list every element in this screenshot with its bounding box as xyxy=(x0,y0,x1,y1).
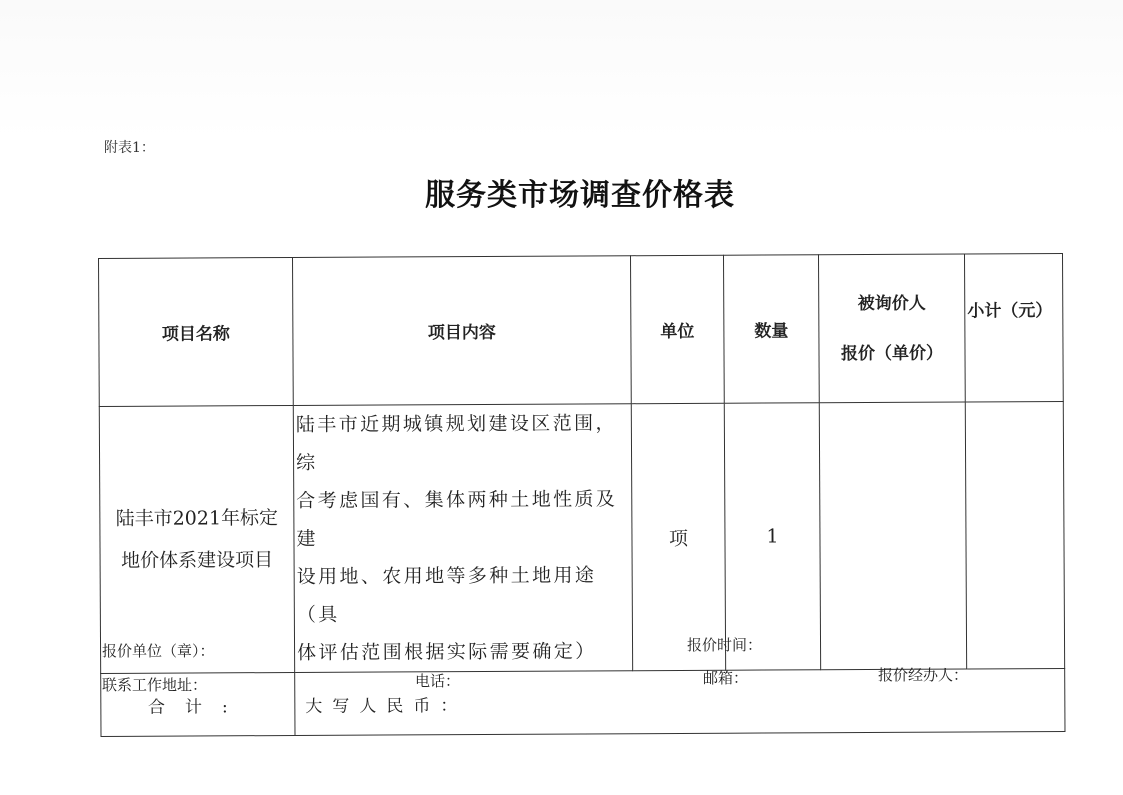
footer-email: 邮箱： xyxy=(703,669,749,687)
header-quote-line2: 报价（单价） xyxy=(840,343,944,364)
table-row xyxy=(99,401,1064,673)
header-unit: 单位 xyxy=(630,255,724,403)
header-quote-line1: 被询价人 xyxy=(857,293,926,314)
cell-subtotal[interactable] xyxy=(965,401,1064,669)
footer-handler: 报价经办人： xyxy=(878,666,969,684)
header-project-content: 项目内容 xyxy=(292,256,631,406)
scan-shade xyxy=(0,0,1123,140)
header-quote-price xyxy=(818,254,965,403)
header-quantity: 数量 xyxy=(723,255,819,403)
total-label: 合计: xyxy=(101,672,295,736)
content-line-4: 体评估范围根据实际需要确定） xyxy=(297,640,597,664)
cell-quantity: 1 xyxy=(724,403,820,670)
cell-unit: 项 xyxy=(631,403,725,670)
total-rmb-amount[interactable]: 大写人民币： xyxy=(295,668,1065,735)
footer-quote-time: 报价时间： xyxy=(687,636,763,654)
page-title: 服务类市场调查价格表 xyxy=(425,178,735,213)
cell-project-name xyxy=(99,405,294,673)
footer-address: 联系工作地址： xyxy=(102,676,208,694)
cell-project-content xyxy=(293,404,632,673)
content-line-2: 合考虑国有、集体两种土地性质及建 xyxy=(296,488,618,550)
project-name-line2: 地价体系建设项目 xyxy=(121,549,274,572)
project-name-line1: 陆丰市2021年标定 xyxy=(115,507,279,530)
footer-phone: 电话： xyxy=(415,672,461,690)
annex-label: 附表1： xyxy=(104,140,155,156)
content-line-3: 设用地、农用地等多种土地用途（具 xyxy=(296,564,597,626)
table-header-row xyxy=(99,253,1064,406)
footer-quote-unit: 报价单位（章）： xyxy=(102,642,215,660)
cell-quote-price[interactable] xyxy=(819,402,966,670)
header-subtotal: 小计（元） xyxy=(964,253,1063,402)
content-line-1: 陆丰市近期城镇规划建设区范围，综 xyxy=(295,412,617,474)
header-project-name: 项目名称 xyxy=(99,257,294,406)
